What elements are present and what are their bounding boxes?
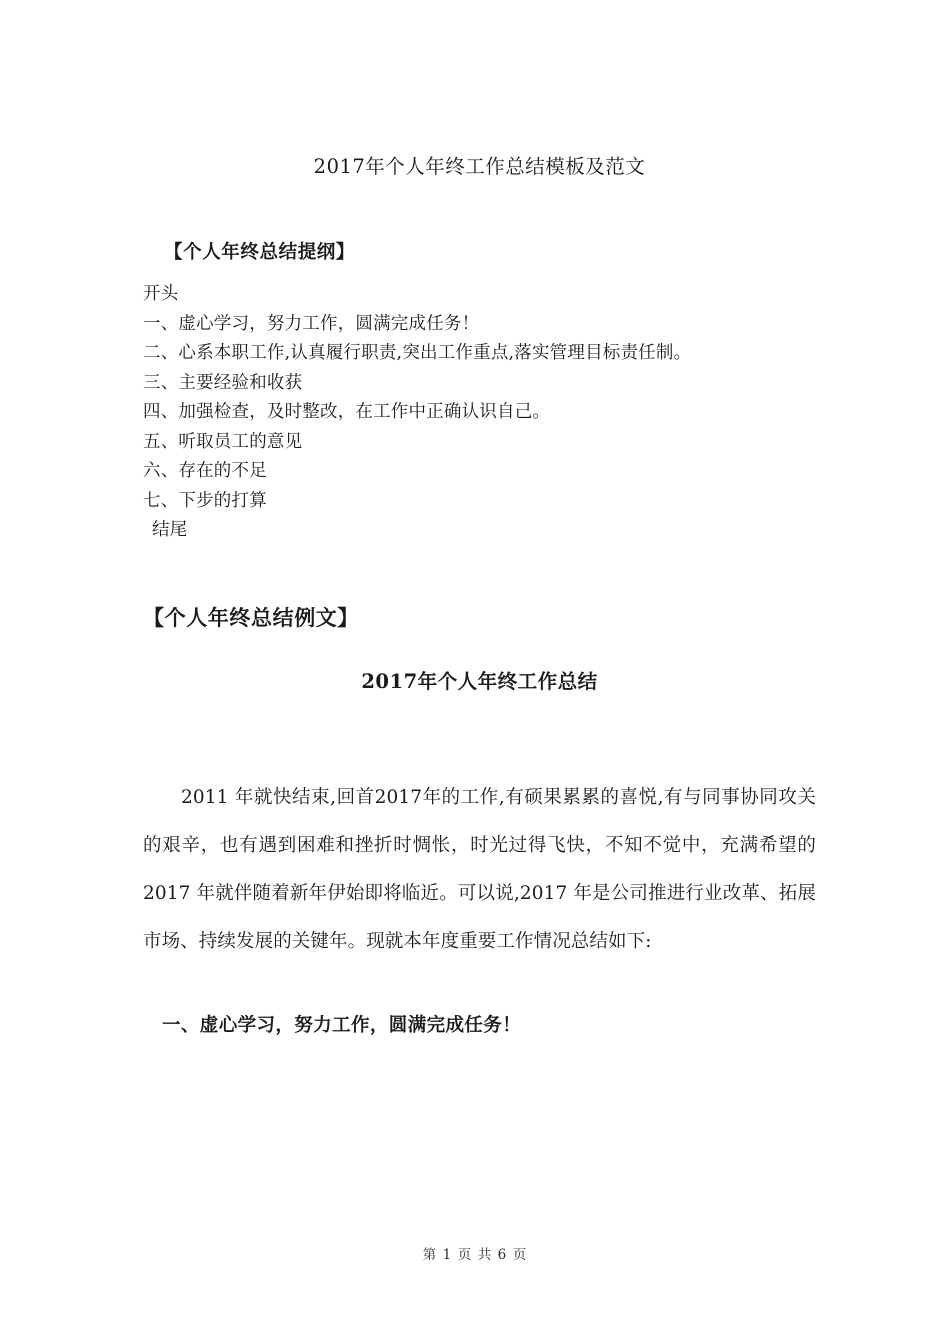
body-paragraph [143, 696, 816, 966]
outline-item-4: 四、加强检查，及时整改，在工作中正确认识自己。 [143, 402, 551, 422]
outline-item-3: 三、主要经验和收获 [143, 372, 303, 393]
outline-item-2: 二、心系本职工作,认真履行职责,突出工作重点,落实管理目标责任制。 [143, 343, 692, 363]
page-footer [0, 1246, 950, 1265]
outline-section-heading: 【个人年终总结提纲】 [164, 242, 356, 264]
example-section-heading: 【个人年终总结例文】 [143, 604, 359, 630]
outline-item-1: 一、虚心学习，努力工作，圆满完成任务！ [143, 313, 480, 334]
outline-item-ending: 结尾 [152, 520, 188, 540]
example-subtitle: 2017年个人年终工作总结 [361, 670, 598, 693]
page-number-label: 第 1 页 共 6 页 [422, 1247, 528, 1263]
document-content-column [143, 0, 816, 1040]
section-one-heading: 一、虚心学习，努力工作，圆满完成任务！ [162, 1015, 522, 1037]
outline-list [143, 267, 816, 546]
paragraph-lead-year: 2011 [181, 787, 229, 809]
outline-item-5: 五、听取员工的意见 [143, 431, 303, 452]
paragraph-body-text: 年就快结束,回首2017年的工作,有硕果累累的喜悦,有与同事协同攻关的艰辛，也有遇到困难和挫折时惆怅，时光过得飞快，不知不觉中，充满希望的 2017 年就伴随着新年伊始即将临近。可以说,2017 年是公司推进行业改革、拓展市场、持续发展的关键年。现就本年度重要工作情况总结如下: [143, 787, 816, 953]
outline-item-intro: 开头 [143, 284, 179, 304]
outline-item-6: 六、存在的不足 [143, 461, 267, 481]
page-title: 2017年个人年终工作总结模板及范文 [313, 155, 646, 178]
outline-item-7: 七、下步的打算 [143, 490, 267, 511]
